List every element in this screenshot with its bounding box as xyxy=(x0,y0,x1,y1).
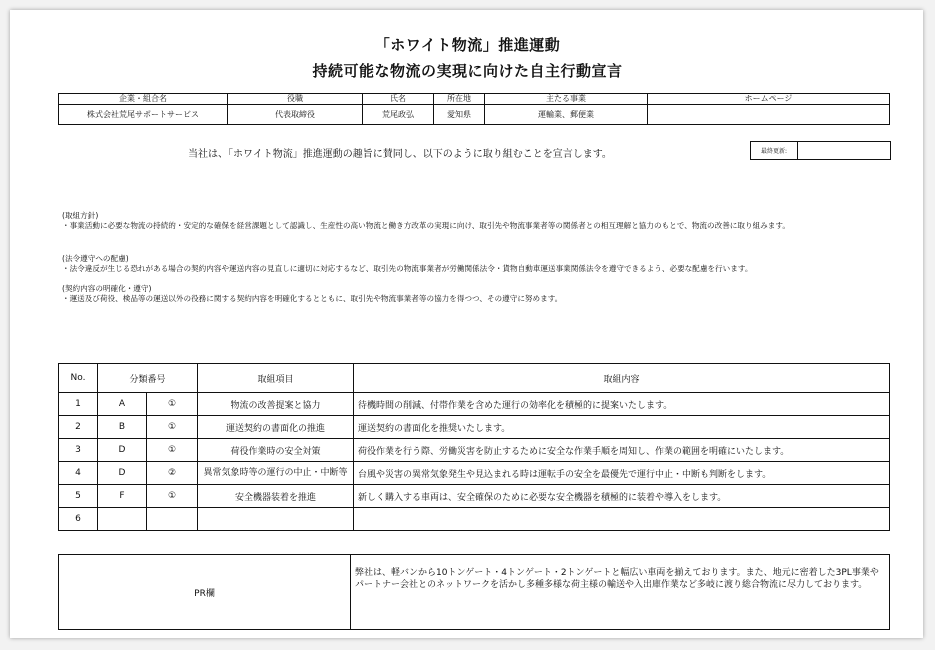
last-updated-label: 最終更新: xyxy=(751,142,798,159)
row-content: 運送契約の書面化を推奨いたします。 xyxy=(354,416,890,439)
pr-text: 弊社は、軽バンから10トンゲート・4トンゲート・2トンゲートと幅広い車両を揃えております。また、地元に密着した3PL事業やパートナー会社とのネットワークを活かし多種多様な荷主様の輸送や入出庫作業など多岐に渡り総合物流に尽力しております。 xyxy=(351,555,890,630)
row-content xyxy=(354,508,890,531)
row-item: 運送契約の書面化の推進 xyxy=(198,416,354,439)
document-title: 「ホワイト物流」推進運動 xyxy=(374,36,561,54)
row-no: 1 xyxy=(59,393,98,416)
row-no: 2 xyxy=(59,416,98,439)
position-value: 代表取締役 xyxy=(228,105,363,125)
row-category: D xyxy=(98,462,147,485)
policy-body: ・運送及び荷役、検品等の運送以外の役務に関する契約内容を明確化するとともに、取引先や物流事業者等の協力を得つつ、その遵守に努めます。 xyxy=(62,294,563,303)
row-no: 3 xyxy=(59,439,98,462)
row-item: 荷役作業時の安全対策 xyxy=(198,439,354,462)
policy-heading: (取組方針) xyxy=(62,211,99,220)
row-number: ① xyxy=(147,439,198,462)
row-item xyxy=(198,508,354,531)
row-no: 5 xyxy=(59,485,98,508)
last-updated-box xyxy=(750,141,891,160)
category-header: 分類番号 xyxy=(98,364,198,393)
row-category xyxy=(98,508,147,531)
row-category: F xyxy=(98,485,147,508)
policy-block-3 xyxy=(62,284,894,304)
row-category: B xyxy=(98,416,147,439)
pr-table xyxy=(58,554,890,630)
row-category: A xyxy=(98,393,147,416)
table-row xyxy=(59,508,890,531)
policy-heading: (法令遵守への配慮) xyxy=(62,254,129,263)
table-row xyxy=(59,462,890,485)
pr-label: PR欄 xyxy=(59,555,351,630)
person-name-value: 荒尾政弘 xyxy=(363,105,434,125)
row-content: 荷役作業を行う際、労働災害を防止するために安全な作業手順を周知し、作業の範囲を明確にいたします。 xyxy=(354,439,890,462)
location-value: 愛知県 xyxy=(434,105,485,125)
row-item: 異常気象時等の運行の中止・中断等 xyxy=(198,462,354,485)
row-content: 台風や災害の異常気象発生や見込まれる時は運転手の安全を最優先で運行中止・中断も判断をします。 xyxy=(354,462,890,485)
policy-body: ・事業活動に必要な物流の持続的・安定的な確保を経営課題として認識し、生産性の高い物流と働き方改革の実現に向け、取引先や物流事業者等の関係者との相互理解と協力のもとで、物流の改善に取り組みます。 xyxy=(62,221,790,230)
business-header: 主たる事業 xyxy=(485,94,648,105)
company-name-header: 企業・組合名 xyxy=(59,94,228,105)
row-number: ① xyxy=(147,393,198,416)
business-value: 運輸業、郵便業 xyxy=(485,105,648,125)
position-header: 役職 xyxy=(228,94,363,105)
table-row xyxy=(59,416,890,439)
document-subtitle: 持続可能な物流の実現に向けた自主行動宣言 xyxy=(312,62,623,80)
row-item: 安全機器装着を推進 xyxy=(198,485,354,508)
homepage-value xyxy=(648,105,890,125)
row-content: 待機時間の削減、付帯作業を含めた運行の効率化を積極的に提案いたします。 xyxy=(354,393,890,416)
policy-heading: (契約内容の明確化・遵守) xyxy=(62,284,152,293)
policy-block-1 xyxy=(62,211,894,231)
initiatives-table xyxy=(58,363,890,531)
row-number xyxy=(147,508,198,531)
company-name-value: 株式会社荒尾サポートサービス xyxy=(59,105,228,125)
row-number: ① xyxy=(147,416,198,439)
row-item: 物流の改善提案と協力 xyxy=(198,393,354,416)
policy-block-2 xyxy=(62,254,894,274)
person-name-header: 氏名 xyxy=(363,94,434,105)
row-content: 新しく購入する車両は、安全確保のために必要な安全機器を積極的に装着や導入をします。 xyxy=(354,485,890,508)
table-row xyxy=(59,393,890,416)
row-no: 4 xyxy=(59,462,98,485)
row-number: ② xyxy=(147,462,198,485)
row-number: ① xyxy=(147,485,198,508)
policy-body: ・法令違反が生じる恐れがある場合の契約内容や運送内容の見直しに適切に対応するなど、取引先の物流事業者が労働関係法令・貨物自動車運送事業関係法令を遵守できるよう、必要な配慮を行います。 xyxy=(62,264,753,273)
no-header: No. xyxy=(59,364,98,393)
row-category: D xyxy=(98,439,147,462)
row-no: 6 xyxy=(59,508,98,531)
company-info-table xyxy=(58,93,890,125)
content-header: 取組内容 xyxy=(354,364,890,393)
item-header: 取組項目 xyxy=(198,364,354,393)
location-header: 所在地 xyxy=(434,94,485,105)
homepage-header: ホームページ xyxy=(648,94,890,105)
table-row xyxy=(59,439,890,462)
declaration-text: 当社は、「ホワイト物流」推進運動の趣旨に賛同し、以下のように取り組むことを宣言します。 xyxy=(188,149,612,160)
table-row xyxy=(59,485,890,508)
